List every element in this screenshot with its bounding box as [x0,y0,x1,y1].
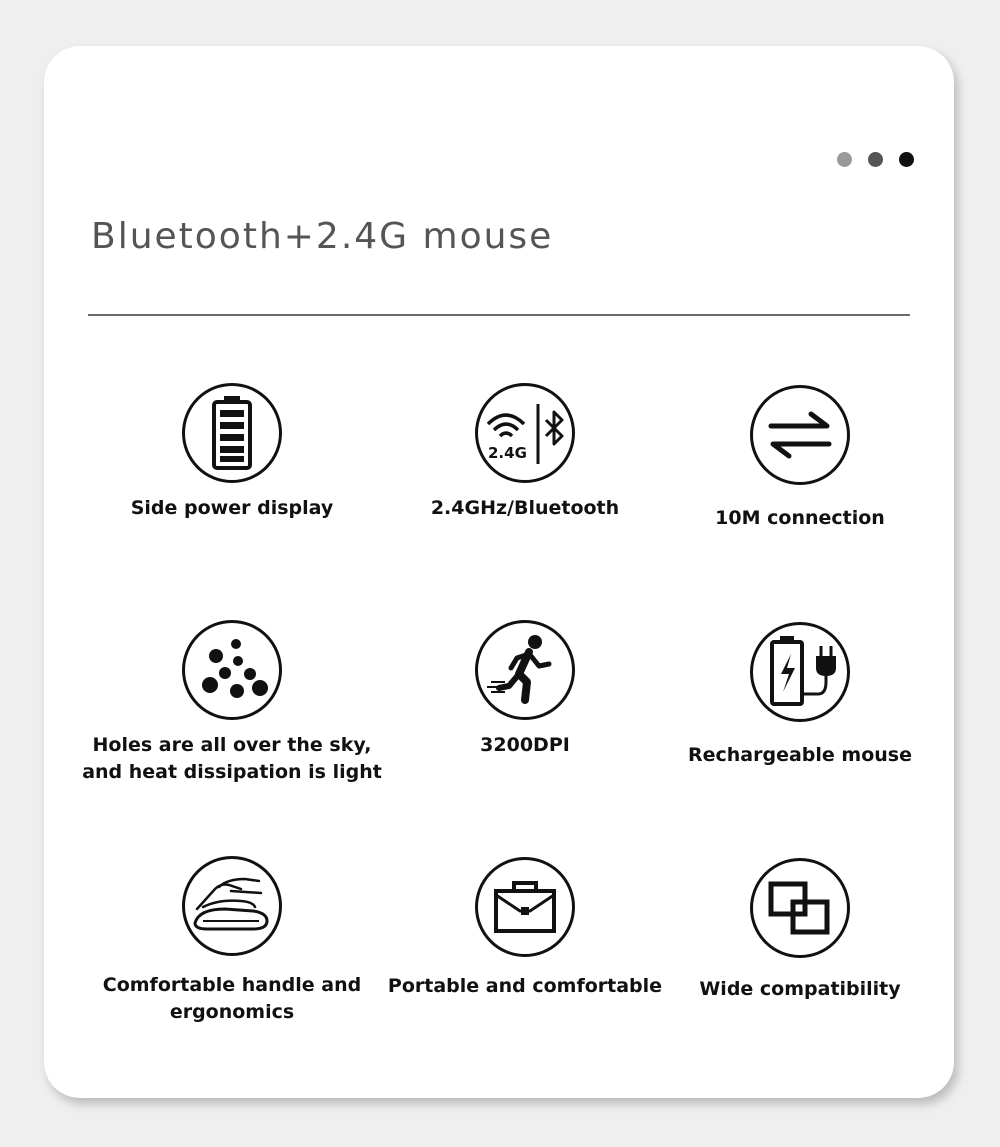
battery-icon [182,383,282,483]
feature-label: Wide compatibility [699,978,901,1000]
dot-3[interactable] [899,152,914,167]
charging-battery-plug-icon [750,622,850,722]
briefcase-icon [475,857,575,957]
feature-label: Comfortable handle and ergonomics [102,974,362,1023]
wireless-badge-text: 2.4G [488,444,527,462]
pagination-dots [837,152,914,167]
wireless-bluetooth-icon [475,383,575,483]
divider [88,314,910,316]
feature-card [44,46,954,1098]
feature-label: 3200DPI [480,734,570,756]
feature-wireless-bluetooth [365,383,685,522]
feature-label: Holes are all over the sky, and heat dissipation is light [82,734,382,783]
feature-3200dpi [365,620,685,759]
overlapping-windows-icon [750,858,850,958]
feature-ergonomics [72,856,392,1026]
page-title: Bluetooth+2.4G mouse [91,216,554,257]
feature-10m-connection [640,385,960,532]
feature-side-power-display [72,383,392,522]
holes-icon [182,620,282,720]
running-man-icon [475,620,575,720]
feature-heat-dissipation [72,620,392,786]
feature-label: Portable and comfortable [387,975,663,997]
feature-label: 2.4GHz/Bluetooth [430,497,620,519]
feature-wide-compatibility [640,858,960,1003]
feature-label: Side power display [130,497,334,519]
transfer-arrows-icon [750,385,850,485]
feature-portable [365,857,685,1000]
hand-mouse-icon [182,856,282,956]
dot-2[interactable] [868,152,883,167]
dot-1[interactable] [837,152,852,167]
feature-rechargeable-mouse [640,622,960,769]
feature-label: Rechargeable mouse [688,744,912,766]
feature-label: 10M connection [715,507,885,529]
